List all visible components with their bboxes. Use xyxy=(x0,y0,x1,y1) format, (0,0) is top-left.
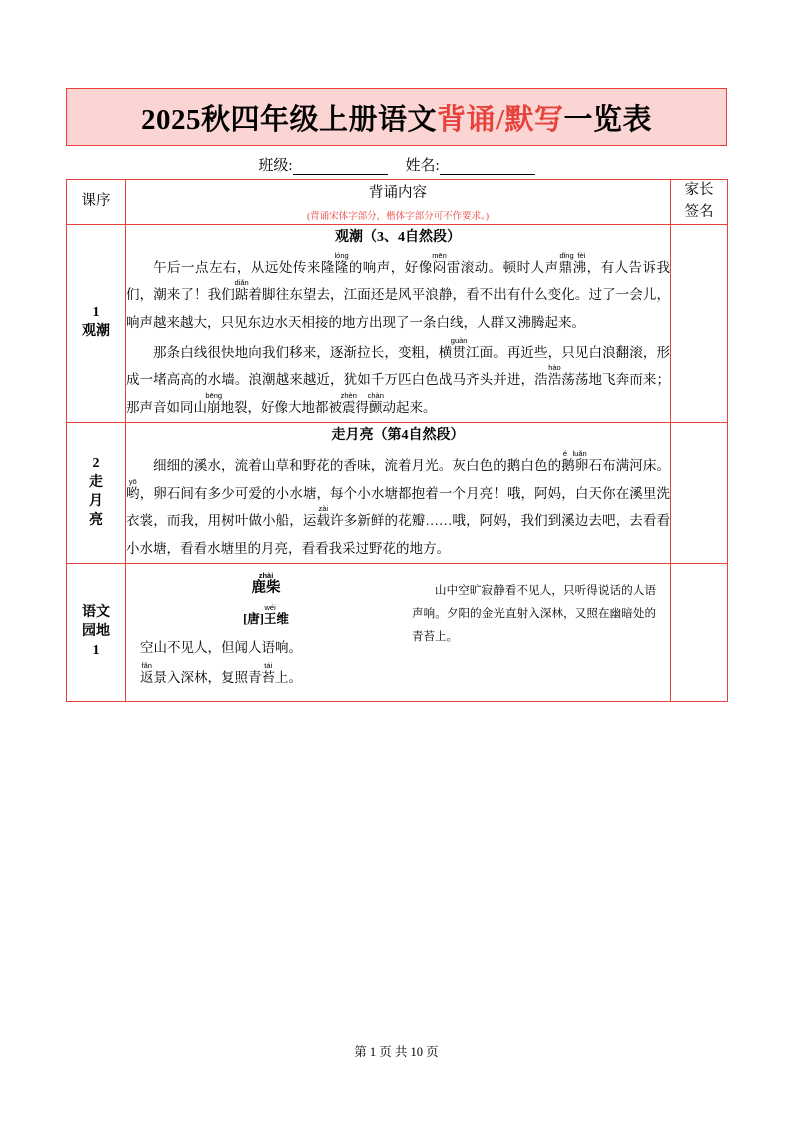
student-info-row xyxy=(66,146,727,179)
poem-author: [唐]王wéi维 xyxy=(243,602,289,626)
table-row xyxy=(67,224,728,422)
row-order-3 xyxy=(67,563,126,701)
row-order-1 xyxy=(67,224,126,422)
lesson-paragraph-2a: 细细的溪水，流着山草和野花的香味，流着月光。灰白色的鹅白色的鹅卵é luǎn石布满河床。哟yō，卵石间有多少可爱的小水塘，每个小水塘都抱着一个月亮！哦，阿妈，白天你在溪里洗衣裳，而我，用树叶做小船，运载zài许多新鲜的花瓣……哦，阿妈，我们到溪边去吧，去看看小水塘，看看水塘里的月亮，看看我采过野花的地方。 xyxy=(126,448,671,556)
row-order-name-3: 1 xyxy=(92,642,100,658)
document-body xyxy=(66,88,727,702)
row-order-2 xyxy=(67,422,126,563)
page-footer: 第 1 页 共 10 页 xyxy=(354,1045,439,1059)
name-input[interactable] xyxy=(440,160,535,175)
row-content-3 xyxy=(126,563,671,701)
poem-translation xyxy=(398,564,670,659)
class-input[interactable] xyxy=(293,160,388,175)
row-order-label-3: 语文 园地 xyxy=(82,604,110,639)
title-part1: 2025秋四年级上册语文 xyxy=(140,103,437,136)
row-signature-2[interactable] xyxy=(671,422,728,563)
row-content-2 xyxy=(126,422,671,563)
row-order-name-2: 走 月 亮 xyxy=(89,474,103,528)
poem-dynasty: [唐] xyxy=(243,611,264,626)
header-content-note: (背诵宋体字部分，楷体字部分可不作要求。) xyxy=(306,212,490,223)
table-row xyxy=(67,422,728,563)
lesson-paragraph-1a: 午后一点左右，从远处传来隆隆lóng的响声，好像闷mēn雷滚动。顿时人声鼎沸dǐng fèi，有人告诉我们，潮来了！我们踮diǎn着脚往东望去，江面还是风平浪静，看不出有什么变化。过了一会儿，响声越来越大，只见东边水天相接的地方出现了一条白线，人群又沸腾起来。 xyxy=(126,250,671,331)
class-label: 班级: xyxy=(258,157,293,174)
poem-translation-text: 山中空旷寂静看不见人，只听得说话的人语声响。夕阳的金光直射入深林，又照在幽暗处的青苔上。 xyxy=(412,584,656,643)
row-signature-1[interactable] xyxy=(671,224,728,422)
lesson-title-1: 观潮（3、4自然段） xyxy=(335,229,461,245)
poem-title: 鹿柴zhài xyxy=(251,570,281,596)
title-banner xyxy=(66,88,727,146)
header-signature-line2: 签名 xyxy=(684,203,714,220)
lesson-title-2: 走月亮（第4自然段） xyxy=(331,427,465,443)
table-header-row xyxy=(67,180,728,225)
header-content xyxy=(126,180,671,225)
title-highlight: 背诵/默写 xyxy=(436,103,564,136)
page-title xyxy=(141,97,652,138)
header-order: 课序 xyxy=(67,180,126,225)
row-order-number-1: 1 xyxy=(92,305,100,321)
table-row xyxy=(67,563,728,701)
header-signature-line1: 家长 xyxy=(684,182,714,198)
header-signature xyxy=(671,180,728,225)
poem-original xyxy=(126,564,398,701)
lesson-paragraph-1b: 那条白线很快地向我们移来，逐渐拉长，变粗，横贯guàn江面。再近些，只见白浪翻滚，形成一堵高高的水墙。浪潮越来越近，犹如千万匹白色战马齐头并进，浩浩hào荡荡地飞奔而来；那声音如同山崩bēng地裂，好像大地都被震zhèn得颤chàn动起来。 xyxy=(126,335,671,416)
recitation-table xyxy=(66,179,728,702)
name-field xyxy=(406,154,535,175)
title-part2: 一览表 xyxy=(563,103,653,136)
poem-line-2: 返fǎn景入深林，复照青苔tái上。 xyxy=(140,660,302,685)
row-order-name-1: 观潮 xyxy=(82,324,110,340)
row-signature-3[interactable] xyxy=(671,563,728,701)
header-content-label: 背诵内容 xyxy=(369,185,427,202)
poem-block xyxy=(126,564,670,701)
poem-line-1: 空山不见人，但闻人语响。 xyxy=(140,640,302,656)
name-label: 姓名: xyxy=(405,157,440,174)
row-order-number-2: 2 xyxy=(92,455,100,471)
class-field xyxy=(258,154,387,175)
row-content-1 xyxy=(126,224,671,422)
